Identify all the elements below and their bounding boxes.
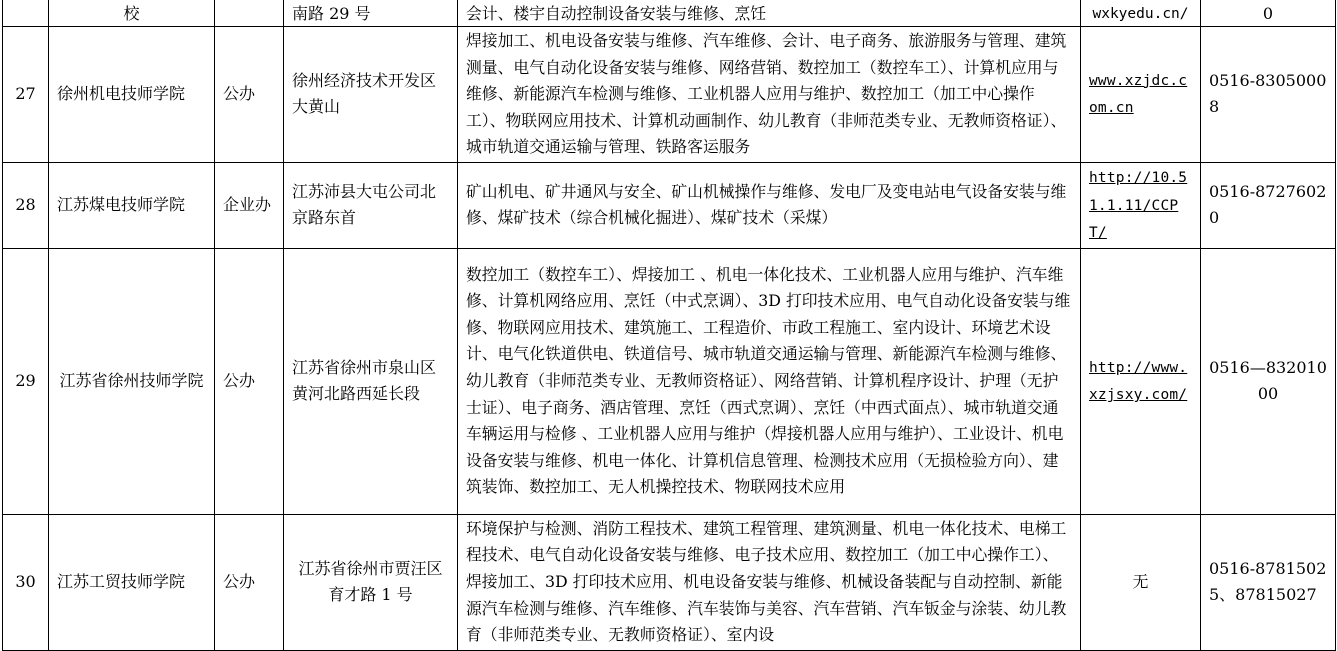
phone-cell: 0516-83050008: [1201, 27, 1336, 163]
website-cell: [1081, 0, 1201, 27]
majors-cell: 数控加工（数控车工）、焊接加工 、机电一体化技术、工业机器人应用与维护、汽车维修、计算机网络应用、烹饪（中式烹调）、3D 打印技术应用、电气自动化设备安装与维修、物联网应用技术、建筑施工、工程造价、市政工程施工、室内设计、环境艺术设计、电气化铁道供电、铁道信号、城市轨道交通运输与管理、新能源汽车检测与维修、幼儿教育（非师范类专业、无教师资格证）、网络营销、计算机程序设计、护理（无护士证）、电子商务、酒店管理、烹饪（西式烹调）、烹饪（中西式面点）、城市轨道交通车辆运用与检修 、工业机器人应用与维护（焊接机器人应用与维护）、工业设计、机电设备安装与维修、机电一体化、计算机信息管理、检测技术应用（无损检验方向）、建筑装饰、数控加工、无人机操控技术、物联网技术应用: [458, 248, 1081, 514]
row-number-cell: [3, 0, 49, 27]
school-type-cell: 公办: [215, 514, 284, 650]
phone-cell: 0516-87276020: [1201, 162, 1336, 248]
school-name-cell: 江苏煤电技师学院: [49, 162, 215, 248]
website-cell: [1081, 27, 1201, 163]
phone-cell: 0516—83201000: [1201, 248, 1336, 514]
website-cell: [1081, 514, 1201, 650]
address-cell: 南路 29 号: [284, 0, 458, 27]
table-row: [3, 0, 1336, 27]
address-cell: 江苏省徐州市泉山区黄河北路西延长段: [284, 248, 458, 514]
school-name-cell: 徐州机电技师学院: [49, 27, 215, 163]
row-number-cell: 28: [3, 162, 49, 248]
website-cell: [1081, 162, 1201, 248]
majors-cell: 焊接加工、机电设备安装与维修、汽车维修、会计、电子商务、旅游服务与管理、建筑测量、电气自动化设备安装与维修、网络营销、数控加工（数控车工）、计算机应用与维修、新能源汽车检测与维修、工业机器人应用与维护、数控加工（加工中心操作工）、物联网应用技术、计算机动画制作、幼儿教育（非师范类专业、无教师资格证）、城市轨道交通运输与管理、铁路客运服务: [458, 27, 1081, 163]
row-number-cell: 29: [3, 248, 49, 514]
table-row: [3, 162, 1336, 248]
address-cell: 徐州经济技术开发区大黄山: [284, 27, 458, 163]
website-link[interactable]: http://www.xzjsxy.com/: [1089, 359, 1188, 404]
majors-cell: 环境保护与检测、消防工程技术、建筑工程管理、建筑测量、机电一体化技术、电梯工程技术、电气自动化设备安装与维修、电子技术应用、数控加工（加工中心操作工）、焊接加工、3D 打印技术应用、机电设备安装与维修、机械设备装配与自动控制、新能源汽车检测与维修、汽车维修、汽车装饰与美容、汽车营销、汽车钣金与涂装、幼儿教育（非师范类专业、无教师资格证）、室内设: [458, 514, 1081, 650]
table-row: [3, 248, 1336, 514]
website-cell: [1081, 248, 1201, 514]
website-link[interactable]: http://10.51.1.11/CCPT/: [1089, 169, 1188, 242]
website-text: 无: [1132, 571, 1149, 591]
row-number-cell: 30: [3, 514, 49, 650]
table-row: [3, 514, 1336, 650]
majors-cell: 矿山机电、矿井通风与安全、矿山机械操作与维修、发电厂及变电站电气设备安装与维修、煤矿技术（综合机械化掘进）、煤矿技术（采煤）: [458, 162, 1081, 248]
school-name-cell: 校: [49, 0, 215, 27]
school-name-cell: 江苏省徐州技师学院: [49, 248, 215, 514]
website-text: wxkyedu.cn/: [1092, 6, 1189, 22]
website-link[interactable]: www.xzjdc.com.cn: [1089, 72, 1188, 117]
row-number-cell: 27: [3, 27, 49, 163]
school-type-cell: 公办: [215, 248, 284, 514]
majors-cell: 会计、楼宇自动控制设备安装与维修、烹饪: [458, 0, 1081, 27]
table-row: [3, 27, 1336, 163]
phone-cell: 0: [1201, 0, 1336, 27]
school-type-cell: 公办: [215, 27, 284, 163]
address-cell: 江苏省徐州市贾汪区育才路 1 号: [284, 514, 458, 650]
phone-cell: 0516-87815025、87815027: [1201, 514, 1336, 650]
school-name-cell: 江苏工贸技师学院: [49, 514, 215, 650]
school-type-cell: [215, 0, 284, 27]
schools-table: [2, 0, 1336, 651]
school-type-cell: 企业办: [215, 162, 284, 248]
address-cell: 江苏沛县大屯公司北京路东首: [284, 162, 458, 248]
